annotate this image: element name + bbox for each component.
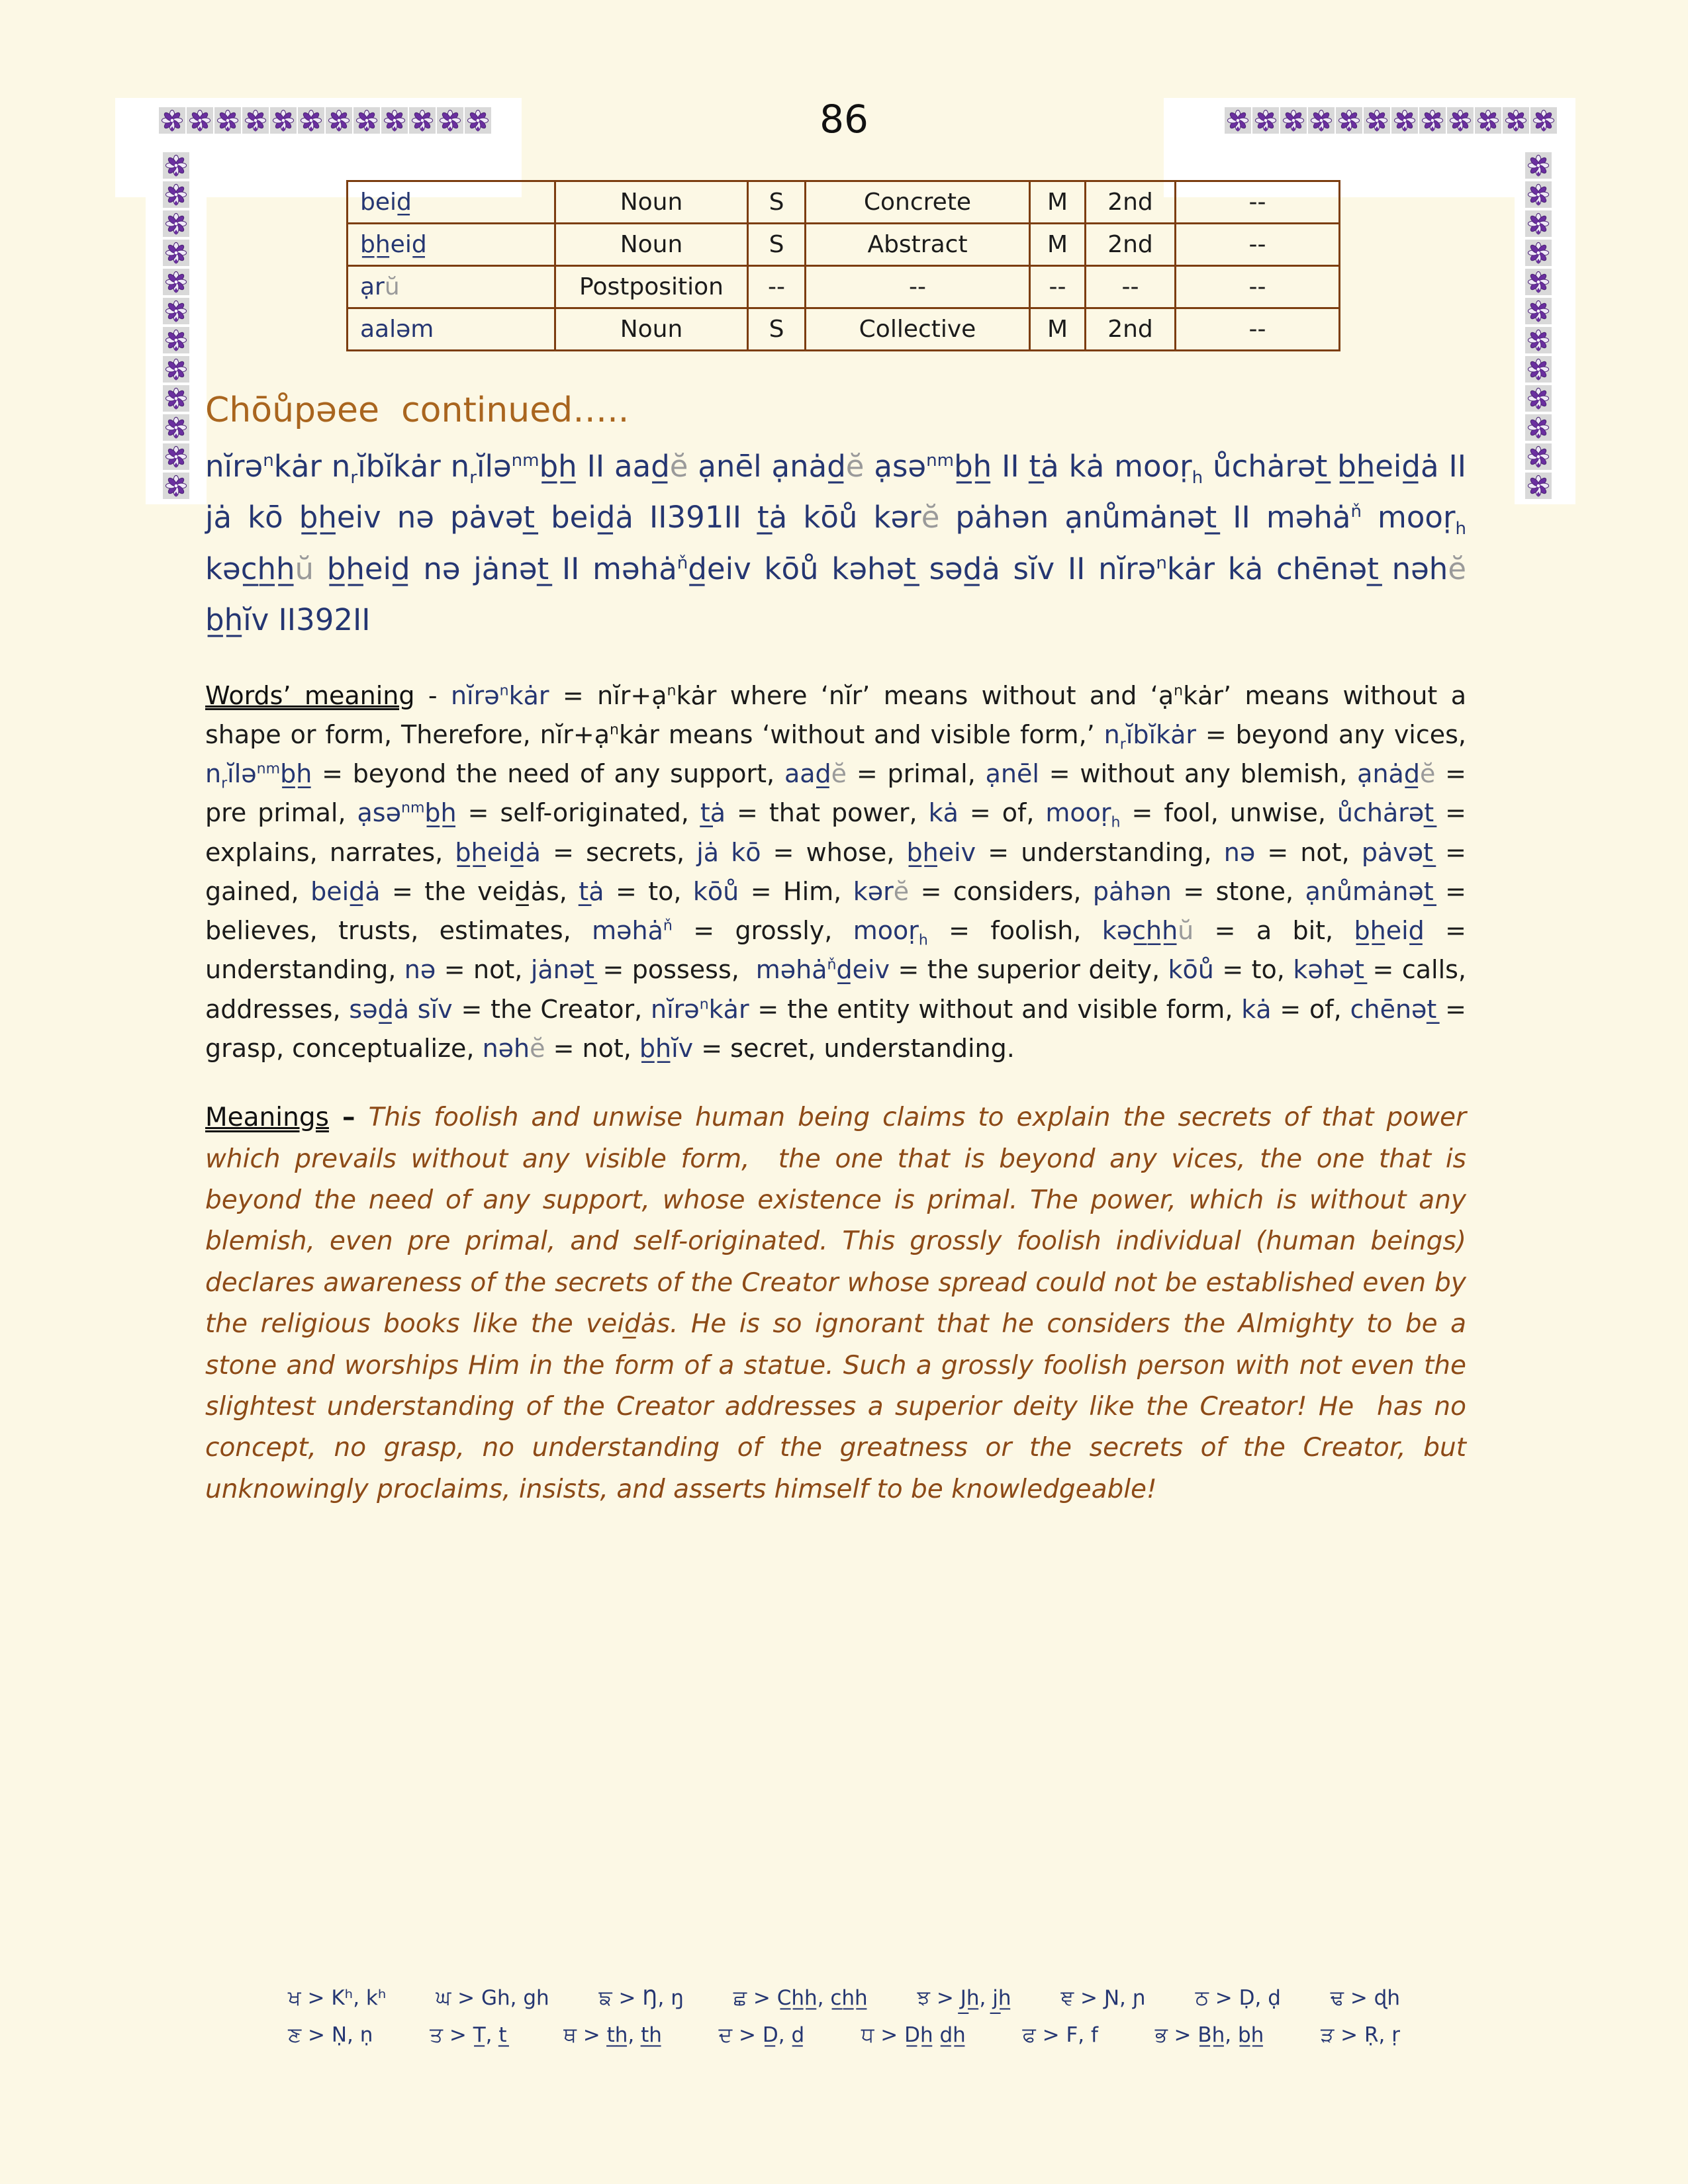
verse-text: nĭrə$^n$kȧr $n_rĭbĭkȧr$ $n_rĭlə^{nm}b̲h̲$ II aad̲ĕ ạnēl ạnȧd̲ĕ ạsə$^{nm}$b̲h̲ II t̲ȧ kȧ mooṛ$_h$ ůchȧrət̲ b̲h̲eid̲ȧ II jȧ kō b̲h̲eiv nə pȧvət̲ beid̲ȧ II391II t̲ȧ kōů kərĕ pȧhən ạnůmȧnət̲ II məhȧ$^ň$ mooṛ$_h$ kəc̲h̲h̲ŭ b̲h̲eid̲ nə jȧnət̲ II məhȧ$^ň$d̲eiv kōů kəhət̲ səd̲ȧ sĭv II nĭrə$^n$kȧr kȧ chēnət̲ nəhĕ b̲h̲ĭv II392II [205, 449, 1476, 638]
translit-mapping-item: ਘ > Gh, gh [436, 1986, 549, 2010]
purple-flower-icon [165, 242, 187, 264]
flower-tile [1525, 298, 1552, 324]
purple-flower-icon [165, 183, 187, 206]
translit-mapping-item: ਭ > B̲h̲, b̲h̲ [1154, 2023, 1264, 2047]
person-cell: 2nd [1086, 224, 1176, 266]
flower-tile [163, 327, 189, 353]
flower-tile [163, 240, 189, 266]
gender-cell: M [1030, 308, 1086, 351]
category-cell: Abstract [806, 224, 1030, 266]
table-row [348, 308, 1340, 351]
purple-flower-icon [165, 358, 187, 381]
extra-cell: -- [1176, 224, 1340, 266]
flower-tile [163, 269, 189, 295]
purple-flower-icon [165, 416, 187, 439]
extra-cell: -- [1176, 266, 1340, 308]
main-content [205, 390, 1476, 1510]
flower-tile [163, 473, 189, 499]
meanings-text: This foolish and unwise human being claims to explain the secrets of that power which prevails without any visible form, the one that is beyond any vices, the one that is beyond the need of any support, whose existence is primal. The power, which is without any blemish, even pre primal, and self-originated. This grossly foolish individual (human beings) declares awareness of the secrets of the Creator whose spread could not be established even by the religious books like the veid̲ȧs. He is so ignorant that he considers the Almighty to be a stone and worships Him in the form of a statue. Such a grossly foolish person with not even the slightest understanding of the Creator addresses a superior deity like the Creator! He has no concept, no grasp, no understanding of the greatness or the secrets of the Creator, but unknowingly proclaims, insists, and asserts himself to be knowledgeable! [205, 1103, 1475, 1504]
translit-mapping-item: ਣ > Ṇ, ṇ [288, 2023, 373, 2047]
purple-flower-icon [1527, 387, 1550, 410]
flower-tile [163, 356, 189, 383]
flower-tile [1525, 152, 1552, 179]
flower-tile [1525, 443, 1552, 470]
table-row [348, 181, 1340, 224]
translit-mapping-item: ਝ > J̲h̲, j̲h̲ [917, 1986, 1011, 2010]
purple-flower-icon [1527, 475, 1550, 497]
person-cell: 2nd [1086, 181, 1176, 224]
purple-flower-icon [165, 154, 187, 177]
purple-flower-icon [1527, 445, 1550, 468]
number-cell: S [748, 308, 806, 351]
table-row [348, 266, 1340, 308]
purple-flower-icon [165, 387, 187, 410]
translit-mapping-item: ਞ > Ɲ, ɲ [1060, 1986, 1146, 2010]
pos-cell: Postposition [555, 266, 748, 308]
translit-mapping-item: ਖ > Kʰ, kʰ [288, 1986, 387, 2010]
word-cell: b̲h̲eid̲ [348, 224, 555, 266]
purple-flower-icon [165, 475, 187, 497]
gender-cell: M [1030, 224, 1086, 266]
pos-cell: Noun [555, 308, 748, 351]
verse-paragraph [205, 441, 1476, 646]
flower-tile [163, 385, 189, 412]
purple-flower-icon [165, 329, 187, 351]
chaupaee-heading: Chōůpəee continued….. [205, 390, 630, 430]
word-cell: beid̲ [348, 181, 555, 224]
translit-mapping-item: ਧ > D̲h̲ d̲h̲ [861, 2023, 966, 2047]
translit-mapping-item: ਢ > ɖh [1330, 1986, 1400, 2010]
purple-flower-icon [1527, 212, 1550, 235]
flower-border-right [1525, 152, 1552, 499]
flower-tile [1525, 414, 1552, 441]
translit-mapping-item: ਥ > t̲h̲, t̲h̲ [563, 2023, 662, 2047]
purple-flower-icon [165, 300, 187, 322]
pos-cell: Noun [555, 181, 748, 224]
grammar-table [346, 180, 1340, 351]
transliteration-key-line-2 [288, 2017, 1400, 2054]
flower-tile [1525, 327, 1552, 353]
grammar-table-body [348, 181, 1340, 351]
flower-tile [1525, 356, 1552, 383]
gender-cell: -- [1030, 266, 1086, 308]
flower-tile [1525, 385, 1552, 412]
flower-tile [163, 210, 189, 237]
translit-mapping-item: ਠ > Ḍ, ḍ [1195, 1986, 1281, 2010]
translit-mapping-item: ਦ > D̲, d̲ [718, 2023, 805, 2047]
extra-cell: -- [1176, 308, 1340, 351]
purple-flower-icon [1527, 271, 1550, 293]
translit-mapping-item: ਙ > Ŋ, ŋ [598, 1986, 684, 2010]
flower-tile [1525, 210, 1552, 237]
person-cell: 2nd [1086, 308, 1176, 351]
purple-flower-icon [1527, 183, 1550, 206]
flower-tile [163, 181, 189, 208]
translit-mapping-item: ਫ > F, f [1022, 2023, 1098, 2047]
purple-flower-icon [165, 445, 187, 468]
category-cell: Concrete [806, 181, 1030, 224]
translit-mapping-item: ਛ > C̲h̲h̲, c̲h̲h̲ [733, 1986, 868, 2010]
extra-cell: -- [1176, 181, 1340, 224]
flower-tile [1525, 473, 1552, 499]
purple-flower-icon [1527, 242, 1550, 264]
flower-tile [163, 152, 189, 179]
purple-flower-icon [1527, 358, 1550, 381]
category-cell: Collective [806, 308, 1030, 351]
words-meaning-text: - nĭrə$^n$kȧr = nĭr+ạ$^n$kȧr where ‘nĭr’ means without and ‘ạ$^n$kȧr’ means without a shape or form, Therefore, nĭr+ạ$^n$kȧr means ‘without and visible form,’ $n_rĭbĭkȧr$ = beyond any vices, $n_rĭlə^{nm}b̲h̲$ = beyond the need of any support, aad̲ĕ = primal, ạnēl = without any blemish, ạnȧd̲ĕ = pre primal, ạsə$^{nm}$b̲h̲ = self-originated, t̲ȧ = that power, kȧ = of, mooṛ$_h$ = fool, unwise, ůchȧrət̲ = explains, narrates, b̲h̲eid̲ȧ = secrets, jȧ kō = whose, b̲h̲eiv = understanding, nə = not, pȧvət̲ = gained, beid̲ȧ = the veid̲ȧs, t̲ȧ = to, kōů = Him, kərĕ = considers, pȧhən = stone, ạnůmȧnət̲ = believes, trusts, estimates, məhȧ$^ň$ = grossly, mooṛ$_h$ = foolish, kəc̲h̲h̲ŭ = a bit, b̲h̲eid̲ = understanding, nə = not, jȧnət̲ = possess, məhȧ$^ň$d̲eiv = the superior deity, kōů = to, kəhət̲ = calls, addresses, səd̲ȧ sĭv = the Creator, nĭrə$^n$kȧr = the entity without and visible form, kȧ = of, chēnət̲ = grasp, conceptualize, nəhĕ = not, b̲h̲ĭv = secret, understanding. [205, 680, 1475, 1063]
table-row [348, 224, 1340, 266]
flower-tile [163, 298, 189, 324]
purple-flower-icon [165, 271, 187, 293]
purple-flower-icon [1527, 300, 1550, 322]
purple-flower-icon [1527, 154, 1550, 177]
flower-tile [163, 414, 189, 441]
number-cell: S [748, 181, 806, 224]
pos-cell: Noun [555, 224, 748, 266]
purple-flower-icon [1527, 416, 1550, 439]
transliteration-key-line-1 [288, 1980, 1400, 2017]
meanings-heading: Meanings [205, 1103, 329, 1133]
person-cell: -- [1086, 266, 1176, 308]
page-number: 86 [820, 97, 868, 142]
meanings-paragraph [205, 1097, 1475, 1510]
purple-flower-icon [165, 212, 187, 235]
flower-tile [1525, 181, 1552, 208]
translit-mapping-item: ਤ > T̲, t̲ [430, 2023, 507, 2047]
number-cell: -- [748, 266, 806, 308]
category-cell: -- [806, 266, 1030, 308]
transliteration-key [0, 1980, 1688, 2054]
flower-tile [163, 443, 189, 470]
flower-border-left [163, 152, 189, 499]
flower-tile [1525, 269, 1552, 295]
gender-cell: M [1030, 181, 1086, 224]
word-cell: aaləm [348, 308, 555, 351]
words-meaning-heading: Words’ meaning [205, 680, 415, 710]
translit-mapping-item: ੜ > Ṛ, ṛ [1321, 2023, 1400, 2047]
meanings-separator: – [328, 1103, 369, 1133]
number-cell: S [748, 224, 806, 266]
purple-flower-icon [1527, 329, 1550, 351]
word-cell: ạrŭ [348, 266, 555, 308]
flower-tile [1525, 240, 1552, 266]
words-meaning-paragraph [205, 676, 1475, 1069]
